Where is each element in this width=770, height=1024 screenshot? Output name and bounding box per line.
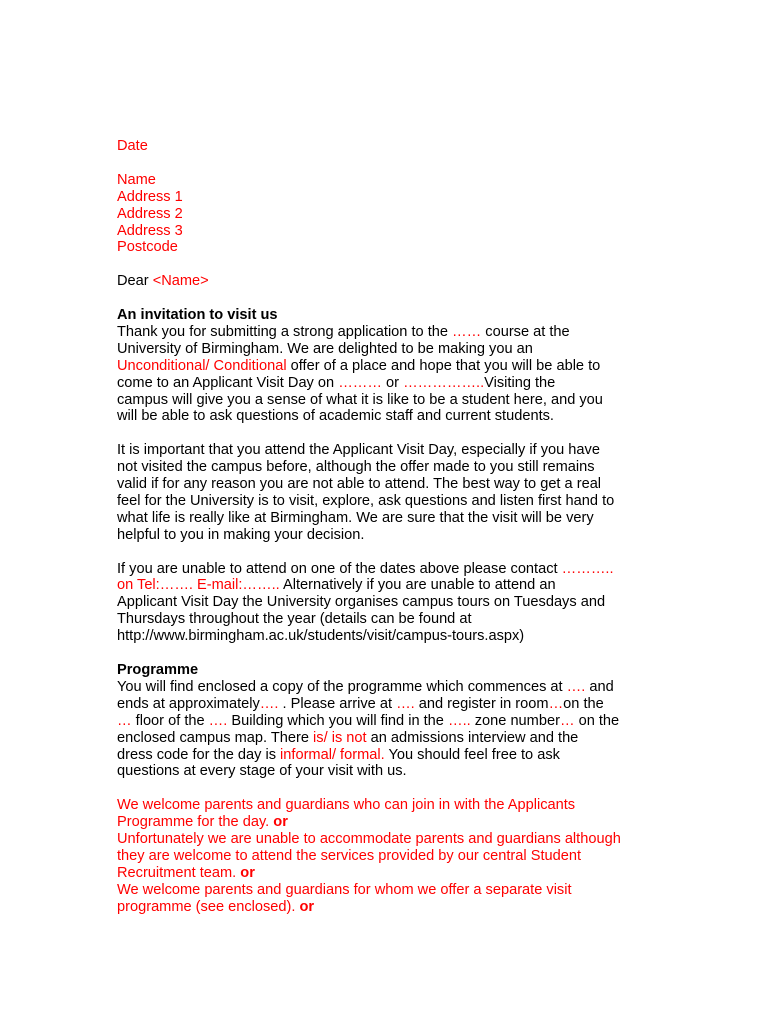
text: course at the — [481, 323, 570, 340]
start-time-placeholder: …. — [566, 678, 586, 695]
text: Thank you for submitting a strong application to the — [117, 323, 453, 340]
text: Building which you will find in the — [227, 712, 448, 729]
parents-option-1: We welcome parents and guardians who can join in with the Applicants — [117, 797, 576, 814]
contact-details-placeholder: on Tel:……. E-mail:…….. — [117, 577, 280, 594]
parents-option-3: We welcome parents and guardians for whom we offer a separate visit — [117, 881, 572, 898]
text: on the — [574, 712, 620, 729]
salutation-dear: Dear — [117, 273, 153, 290]
address-line-1: Address 1 — [117, 188, 183, 205]
paragraph-contact — [117, 561, 662, 646]
section-heading-invitation: An invitation to visit us — [117, 307, 278, 324]
text: Thursdays throughout the year (details can be found at — [117, 611, 472, 628]
dress-code-placeholder: informal/ formal. — [280, 746, 385, 763]
text: and — [585, 678, 614, 695]
text: zone number — [470, 712, 560, 729]
visit-date-1-placeholder: ……… — [338, 374, 382, 391]
or-label: or — [299, 898, 315, 915]
arrival-time-placeholder: …. — [396, 695, 415, 712]
text: valid if for any reason you are not able to attend. The best way to get a real — [117, 476, 602, 493]
zone-number-placeholder: … — [559, 712, 575, 729]
zone-placeholder: ….. — [447, 712, 471, 729]
floor-placeholder: … — [117, 712, 132, 729]
visit-date-2-placeholder: …………….. — [403, 374, 485, 391]
text: University of Birmingham. We are delighted to be making you an — [117, 340, 533, 357]
text: campus will give you a sense of what it is like to be a student here, and you — [117, 391, 603, 408]
text: questions at every stage of your visit with us. — [117, 763, 407, 780]
text: If you are unable to attend on one of the dates above please contact — [117, 560, 562, 577]
salutation-name: <Name> — [152, 273, 209, 290]
text: programme (see enclosed). — [117, 898, 300, 915]
date-placeholder: Date — [117, 138, 148, 154]
end-time-placeholder: …. — [259, 695, 279, 712]
address-line-2: Address 2 — [117, 205, 183, 222]
room-placeholder: … — [548, 695, 564, 712]
recipient-name: Name — [117, 171, 156, 188]
campus-tours-url: http://www.birmingham.ac.uk/students/visit/campus-tours.aspx) — [117, 628, 525, 645]
text: . Please arrive at — [278, 695, 397, 712]
text: dress code for the day is — [117, 746, 281, 763]
text: feel for the University is to visit, explore, ask questions and listen first hand to — [117, 492, 615, 509]
text: You will find enclosed a copy of the programme which commences at — [117, 678, 567, 695]
text: they are welcome to attend the services provided by our central Student — [117, 847, 582, 864]
text: and register in room — [414, 695, 549, 712]
text: come to an Applicant Visit Day on — [117, 374, 339, 391]
paragraph-importance — [117, 442, 662, 543]
postcode: Postcode — [117, 239, 178, 256]
text: offer of a place and hope that you will be able to — [286, 357, 601, 374]
text: Programme for the day. — [117, 814, 274, 831]
text: Visiting the — [484, 374, 556, 391]
text: You should feel free to ask — [384, 746, 560, 763]
interview-placeholder: is/ is not — [313, 729, 367, 746]
salutation — [117, 273, 662, 290]
course-placeholder: …… — [452, 323, 482, 340]
text: an admissions interview and the — [366, 729, 579, 746]
paragraph-intro — [117, 324, 662, 425]
text: helpful to you in making your decision. — [117, 526, 365, 543]
offer-type-placeholder: Unconditional/ Conditional — [117, 357, 287, 374]
text: floor of the — [131, 712, 209, 729]
text: Alternatively if you are unable to attend an — [279, 577, 556, 594]
text: what life is really like at Birmingham. We are sure that the visit will be very — [117, 509, 594, 526]
text: on the — [563, 695, 604, 712]
text: ends at approximately — [117, 695, 260, 712]
paragraph-programme — [117, 679, 662, 780]
text: enclosed campus map. There — [117, 729, 314, 746]
text: Recruitment team. — [117, 864, 241, 881]
or-label: or — [273, 814, 288, 831]
text: or — [381, 374, 404, 391]
address-line-3: Address 3 — [117, 222, 183, 239]
text: not visited the campus before, although the offer made to you still remains — [117, 459, 595, 476]
letter — [117, 138, 662, 916]
text: Applicant Visit Day the University organises campus tours on Tuesdays and — [117, 594, 606, 611]
parents-option-2: Unfortunately we are unable to accommodate parents and guardians although — [117, 831, 621, 848]
contact-name-placeholder: ……….. — [561, 560, 614, 577]
text: will be able to ask questions of academic staff and current students. — [117, 408, 554, 425]
building-placeholder: …. — [208, 712, 228, 729]
text: It is important that you attend the Applicant Visit Day, especially if you have — [117, 442, 600, 459]
parents-options — [117, 797, 662, 915]
section-heading-programme: Programme — [117, 662, 199, 678]
or-label: or — [240, 864, 255, 881]
